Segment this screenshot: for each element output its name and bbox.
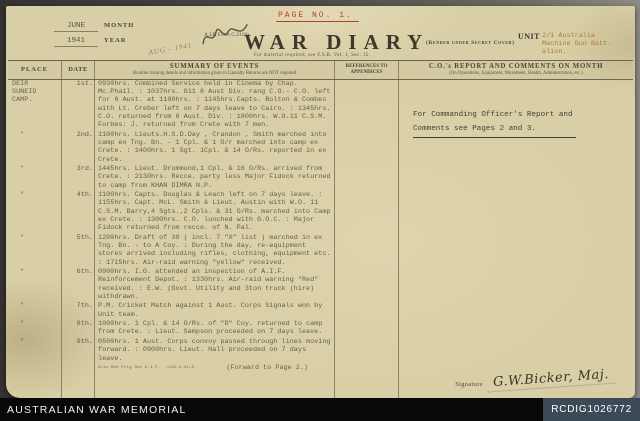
page-number: PAGE NO. 1. — [276, 11, 359, 22]
war-diary-page — [6, 6, 635, 398]
entry-date-cell: 8th. — [62, 320, 95, 338]
diary-entry-row — [8, 165, 335, 191]
col-header-place: PLACE — [8, 61, 62, 79]
archive-name: AUSTRALIAN WAR MEMORIAL — [7, 403, 187, 416]
diary-entry-row — [8, 131, 335, 165]
diary-entry-row — [8, 302, 335, 320]
archive-footer-bar — [0, 398, 640, 421]
signature-label: Signature — [455, 381, 483, 388]
month-year-block — [54, 22, 134, 52]
war-diary-subtitle: For material required, see F.S.R. Vol. 1, Sec. 15. — [254, 53, 371, 58]
entry-place-cell: " — [8, 191, 62, 234]
diary-entry-row — [8, 338, 335, 364]
entry-place-cell: " — [8, 268, 62, 302]
month-label: MONTH — [104, 22, 135, 29]
forward-note: (Forward to Page 2.) — [226, 363, 308, 372]
entry-date-cell: 7th. — [62, 302, 95, 320]
unit-block — [518, 32, 611, 56]
col-header-references: REFERENCES TO APPENDICES — [335, 61, 399, 79]
co-header-subtitle: (On Operations, Equipment, Movement, Health, Administration, etc.) — [449, 71, 583, 76]
entry-place-cell: " — [8, 338, 62, 364]
entry-summary-text: 1100hrs. Lieuts.H.S.D.Day , Crandon , Smith marched into camp ex Tng. Bn. - 1 Cpl. & 1 O/r marched into camp ex Crete. : 1400hrs. 1 Sgt. 1Cpl. & 14 O/Rs. reported in ex Crete. — [95, 131, 335, 165]
entry-summary-text: P.M. Cricket Match against 1 Aust. Corps Signals won by Unit team. — [95, 302, 335, 320]
diary-entry-row — [8, 234, 335, 268]
unit-value — [542, 32, 611, 56]
col-header-date: DATE — [62, 61, 95, 79]
entry-date-cell: 5th. — [62, 234, 95, 268]
entry-place-cell: " — [8, 320, 62, 338]
entry-summary-text: 1200hrs. Draft of 30 ( incl. 7 "X" list ) marched in ex Tng. Bn. - to A Coy. : During the day, re-equipment stores arrived including rifles, clothing, equipment etc. : 1715hrs. Air-raid warning "yellow" received. — [95, 234, 335, 268]
summary-footer-cell — [95, 364, 335, 373]
diary-entry-row — [8, 320, 335, 338]
date-cell — [62, 364, 95, 373]
diary-entry-row — [8, 191, 335, 234]
entry-summary-text: 0500hrs. 1 Aust. Corps convoy passed through lines moving forward. : 0900hrs. Lieut. Hall proceeded on 7 days leave. — [95, 338, 335, 364]
co-header-title: C.O.'s REPORT AND COMMENTS ON MONTH — [428, 63, 604, 70]
war-diary-title: WAR DIARY — [244, 30, 430, 54]
signature-row — [413, 366, 623, 391]
references-column — [335, 80, 399, 399]
entry-date-cell: 9th. — [62, 338, 95, 364]
entry-date-cell: 2nd. — [62, 131, 95, 165]
month-value: JUNE — [54, 22, 98, 32]
table-header-row — [8, 61, 633, 80]
archive-id-badge: RCDIG1026772 — [543, 398, 640, 421]
col-header-co-report — [399, 61, 633, 79]
date-stamp — [147, 34, 194, 59]
diary-entries — [8, 80, 335, 399]
summary-header-subtitle: Routine training details and information given in Casualty Returns are NOT required — [132, 71, 297, 76]
table-body — [8, 80, 633, 399]
date-stamp-text: AUG - 1941 — [147, 41, 193, 57]
entry-date-cell: 3rd. — [62, 165, 95, 191]
form-number: A.I.F. Form C.2118a — [204, 32, 250, 38]
place-cell — [8, 364, 62, 373]
co-report-column — [399, 80, 633, 399]
form-header — [6, 6, 635, 60]
secret-cover-note: (Render under Secret Cover) — [426, 40, 515, 46]
co-note-line1: For Commanding Officer's Report and — [413, 110, 573, 119]
entry-summary-text: 1100hrs. Capts. Douglas & Leach left on 7 days leave. : 1155hrs. Capt. McL. Smith & Lieut. Austin with W.O. 11 C.S.M. Barry,4 Sgts.,2 Cpls. & 31 O/Rs. marched into Camp ex Crete. : 1300hrs. C.O. lunched with G.O.C. : Major Fidock returned from recce. of N. Pal. — [95, 191, 335, 234]
diary-entry-row — [8, 268, 335, 302]
unit-line-2: Machine Gun Batt- — [542, 40, 612, 48]
unit-line-1: 2/1 Australia — [542, 32, 596, 40]
unit-line-3: alion. — [542, 48, 567, 56]
unit-label: UNIT — [518, 32, 541, 41]
entry-summary-text: 0900hrs. I.O. attended an inspection of A.I.F. Reinforcement Depot. : 1330hrs. Air-raid warning "Red" received. : E.W. (Govt. Utility and 3ton truck (hire) withdrawn. — [95, 268, 335, 302]
diary-table — [8, 60, 633, 398]
entry-summary-text: 1000hrs. 1 Cpl. & 14 O/Rs. of "D" Coy. returned to camp from Crete. : Lieut. Sampson proceeded on 7 days leave. — [95, 320, 335, 338]
print-footnote: Alts Mob Prtg Sec A.I.F. /229-4-41—S. — [98, 365, 197, 370]
diary-entry-row — [8, 80, 335, 131]
summary-header-title: SUMMARY OF EVENTS — [169, 63, 260, 70]
signature-handwriting: G.W.Bicker, Maj. — [486, 367, 615, 393]
entry-summary-text: 1445hrs. Lieut. Drummond,1 Cpl. & 16 O/Rs. arrived from Crete. : 2130hrs. Recce. party less Major Fidock returned to camp from KHAN DIMRA N.P. — [95, 165, 335, 191]
year-label: YEAR — [104, 37, 127, 44]
entry-place-cell: " — [8, 165, 62, 191]
entry-summary-text: 0930hrs. Combined Service held in Cinema by Chap. Mc.Phail. : 1037hrs. G11 6 Aust Div. rang C.O.- C.O. left for 6 Aust. at 1100hrs. : 1145hrs.Capts. Bolton & Combes with Lt. Creber left on 7 days leave to Cairo. : 1345hrs. C.O. returned from 6 Aust. Div. : 1800hrs. W.O.11 C.S.M. Forbes: J. returned from Crete with 7 men. — [95, 80, 335, 131]
col-header-summary — [95, 61, 335, 79]
entry-place-cell: DEIR SUNEID CAMP. — [8, 80, 62, 131]
entry-place-cell: " — [8, 302, 62, 320]
entry-date-cell: 6th. — [62, 268, 95, 302]
filler-row — [8, 373, 335, 398]
year-value: 1941 — [54, 37, 98, 47]
entry-place-cell: " — [8, 131, 62, 165]
entry-date-cell: 1st. — [62, 80, 95, 131]
entry-date-cell: 4th. — [62, 191, 95, 234]
co-report-note — [413, 108, 623, 138]
summary-footer-row — [8, 364, 335, 373]
entry-place-cell: " — [8, 234, 62, 268]
co-note-line2: Comments see Pages 2 and 3. — [413, 122, 576, 138]
